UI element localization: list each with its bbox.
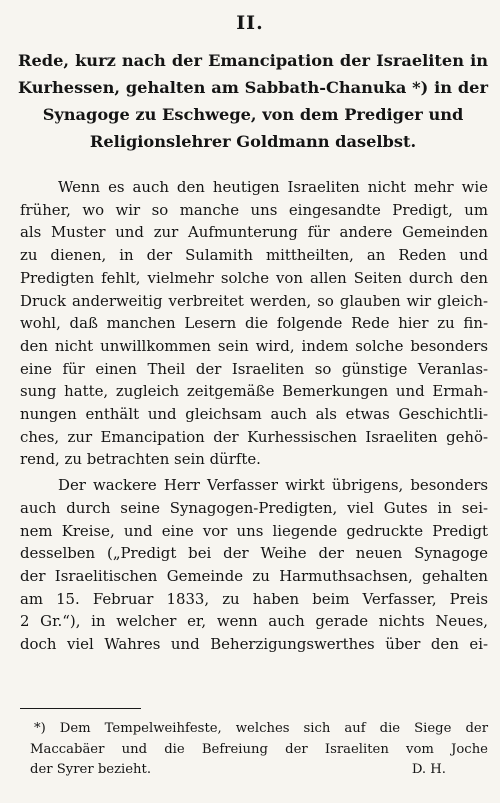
text-line: sung hatte, zugleich zeitgemäße Bemerkungen und Ermah- [20, 382, 488, 401]
text-line: Der wackere Herr Verfasser wirkt übrigens, besonders [58, 476, 488, 495]
footnote-text: der Syrer bezieht. [30, 762, 152, 777]
text-line: eine für einen Theil der Israeliten so günstige Veranlas- [20, 359, 488, 378]
text-line: früher, wo wir so manche uns eingesandte Predigt, um [20, 200, 488, 219]
text-line: der Israelitischen Gemeinde zu Harmuthsachsen, gehalten [20, 566, 488, 585]
body-text [20, 176, 488, 656]
title-line: Synagoge zu Eschwege, von dem Prediger und [42, 105, 464, 124]
text-line: wohl, daß manchen Lesern die folgende Rede hier zu fin- [20, 314, 488, 333]
footnote-divider [20, 708, 141, 709]
text-line: 2 Gr.“), in welcher er, wenn auch gerade nichts Neues, [20, 612, 488, 631]
section-number: II. [236, 12, 264, 34]
text-line: desselben („Predigt bei der Weihe der neuen Synagoge [20, 544, 488, 563]
text-line: Wenn es auch den heutigen Israeliten nicht mehr wie [58, 178, 488, 196]
text-line: nungen enthält und gleichsam auch als etwas Geschichtli- [20, 405, 488, 424]
text-line: als Muster und zur Aufmunterung für andere Gemeinden [20, 223, 488, 242]
footnote [20, 719, 488, 781]
footnote-last-line [20, 760, 488, 781]
title-line: Religionslehrer Goldmann daselbst. [89, 132, 417, 151]
text-line: nem Kreise, und eine vor uns liegende gedruckte Predigt [20, 521, 488, 540]
text-line: ches, zur Emancipation der Kurhessischen Israeliten gehö- [20, 427, 488, 446]
text-line: den nicht unwillkommen sein wird, indem solche besonders [20, 336, 488, 355]
text-line: doch viel Wahres und Beherzigungswerthes über den ei- [20, 635, 488, 654]
article-title [18, 47, 488, 155]
text-line: zu dienen, in der Sulamith mittheilten, an Reden und [20, 246, 488, 265]
text-line: am 15. Februar 1833, zu haben beim Verfasser, Preis [20, 589, 488, 608]
title-line: Kurhessen, gehalten am Sabbath-Chanuka *) in der [18, 78, 488, 97]
text-line: Druck anderweitig verbreitet werden, so glauben wir gleich- [20, 291, 488, 310]
footnote-signature: D. H. [411, 762, 446, 777]
footnote-line: *) Dem Tempelweihfeste, welches sich auf die Siege der [34, 721, 488, 736]
text-line: Predigten fehlt, vielmehr solche von allen Seiten durch den [20, 268, 488, 287]
text-line: auch durch seine Synagogen-Predigten, viel Gutes in sei- [20, 498, 488, 517]
title-line: Rede, kurz nach der Emancipation der Israeliten in [18, 51, 488, 70]
footnote-line: Maccabäer und die Befreiung der Israeliten vom Joche [30, 741, 488, 757]
text-line: rend, zu betrachten sein dürfte. [20, 450, 261, 469]
